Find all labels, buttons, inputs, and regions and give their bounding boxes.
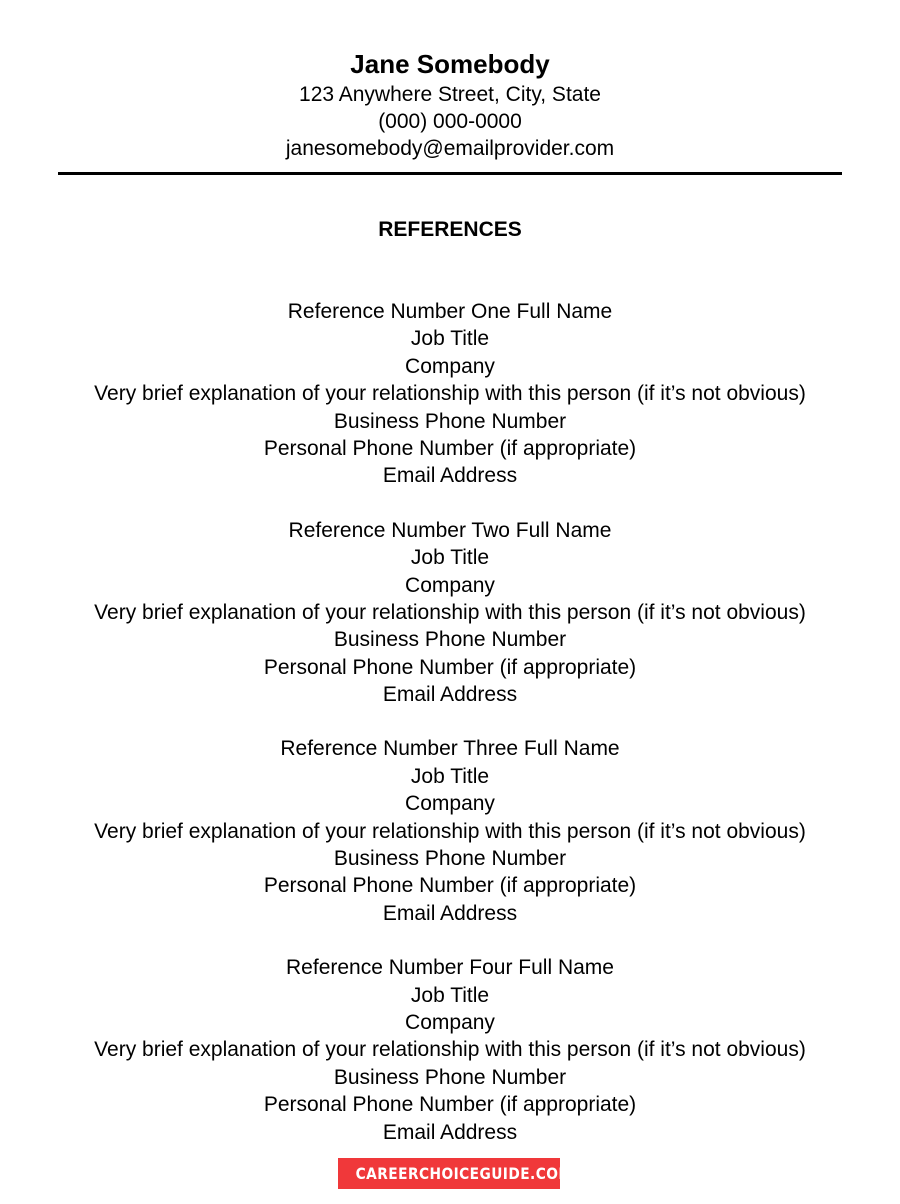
- reference-relationship: Very brief explanation of your relationship with this person (if it’s not obvious): [94, 819, 806, 843]
- reference-entry: [0, 517, 900, 709]
- reference-full-name: Reference Number Four Full Name: [286, 956, 614, 980]
- reference-email: Email Address: [382, 464, 518, 488]
- reference-relationship: Very brief explanation of your relationship with this person (if it’s not obvious): [94, 382, 806, 406]
- reference-company: Company: [405, 573, 495, 597]
- reference-email: Email Address: [382, 1120, 518, 1144]
- applicant-email: janesomebody@emailprovider.com: [285, 137, 615, 160]
- reference-job-title: Job Title: [410, 327, 490, 351]
- reference-company: Company: [405, 354, 495, 378]
- reference-job-title: Job Title: [410, 546, 490, 570]
- reference-entry: [0, 298, 900, 490]
- reference-relationship: Very brief explanation of your relationship with this person (if it’s not obvious): [94, 1038, 806, 1062]
- reference-personal-phone: Personal Phone Number (if appropriate): [263, 436, 637, 460]
- reference-email: Email Address: [382, 683, 518, 707]
- reference-full-name: Reference Number Three Full Name: [280, 737, 620, 761]
- reference-relationship: Very brief explanation of your relationship with this person (if it’s not obvious): [94, 600, 806, 624]
- reference-full-name: Reference Number Two Full Name: [288, 518, 612, 542]
- reference-job-title: Job Title: [410, 764, 490, 788]
- reference-personal-phone: Personal Phone Number (if appropriate): [263, 655, 637, 679]
- reference-personal-phone: Personal Phone Number (if appropriate): [263, 1093, 637, 1117]
- references-list: [0, 298, 900, 1173]
- reference-company: Company: [405, 792, 495, 816]
- watermark-badge: [338, 1158, 573, 1189]
- reference-personal-phone: Personal Phone Number (if appropriate): [263, 874, 637, 898]
- reference-email: Email Address: [382, 901, 518, 925]
- applicant-address: 123 Anywhere Street, City, State: [299, 83, 601, 106]
- reference-business-phone: Business Phone Number: [333, 1065, 567, 1089]
- reference-business-phone: Business Phone Number: [333, 409, 567, 433]
- reference-entry: [0, 735, 900, 927]
- reference-full-name: Reference Number One Full Name: [287, 300, 613, 323]
- reference-company: Company: [405, 1010, 495, 1034]
- reference-business-phone: Business Phone Number: [333, 847, 567, 871]
- applicant-phone: (000) 000-0000: [378, 110, 522, 133]
- applicant-name: Jane Somebody: [350, 49, 550, 79]
- contact-header: [0, 47, 900, 162]
- reference-entry: [0, 954, 900, 1146]
- section-title: REFERENCES: [378, 218, 522, 241]
- watermark-text: CAREERCHOICEGUIDE.COM: [355, 1164, 573, 1183]
- reference-job-title: Job Title: [410, 983, 490, 1007]
- reference-business-phone: Business Phone Number: [333, 628, 567, 652]
- header-divider: [58, 172, 842, 175]
